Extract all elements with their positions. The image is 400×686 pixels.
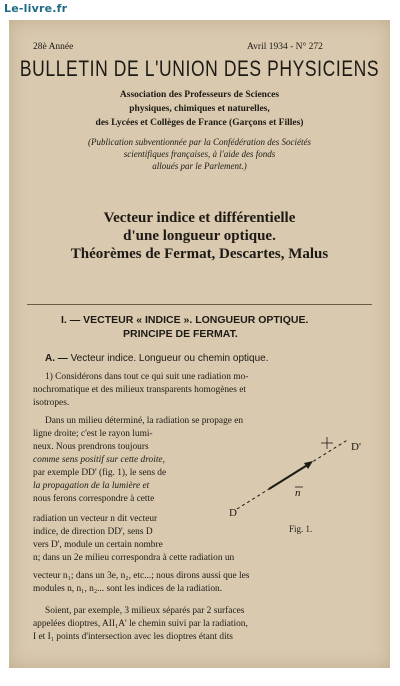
publication-note-line: (Publication subventionnée par la Confédération des Sociétés	[88, 137, 311, 147]
paragraph-line: nochromatique et des milieux transparents homogènes et	[33, 385, 246, 395]
paragraph-line: la propagation de la lumière et	[33, 481, 150, 491]
paragraph-line: comme sens positif sur cette droite,	[33, 455, 165, 465]
header-issue: Avril 1934 - N° 272	[247, 42, 323, 52]
paragraph-line: n; dans un 2e milieu correspondra à cette radiation un	[33, 553, 235, 563]
publication-note-line: alloués par le Parlement.)	[152, 161, 247, 171]
paragraph-line: neux. Nous prendrons toujours	[33, 442, 149, 452]
watermark-logo: Le-livre.fr	[4, 2, 68, 15]
figure-caption: Fig. 1.	[289, 524, 313, 534]
scanned-page	[9, 20, 390, 668]
index-vector	[269, 464, 309, 489]
subsection-prefix: A. —	[45, 353, 68, 364]
label-n: n	[295, 487, 301, 499]
paragraph-line: I et I₁ points d'intersection avec les dioptres étant dits	[33, 632, 233, 642]
paragraph-line: ligne droite; c'est le rayon lumi-	[33, 429, 153, 439]
journal-title: BULLETIN DE L'UNION DES PHYSICIENS	[19, 56, 380, 81]
article-title-line: Théorèmes de Fermat, Descartes, Malus	[70, 246, 329, 262]
header-year: 28è Année	[33, 42, 74, 52]
subsection-text: Vecteur indice. Longueur ou chemin optique.	[70, 353, 269, 364]
arrowhead-icon	[304, 461, 313, 469]
publication-note-line: scientifiques françaises, à l'aide des fonds	[123, 149, 276, 159]
divider	[27, 304, 372, 305]
paragraph-line: isotropes.	[33, 398, 70, 408]
paragraph-line: radiation un vecteur n dit vecteur	[33, 514, 158, 524]
paragraph-line: vecteur n₁; dans un 3e, n₂, etc...; nous dirons aussi que les	[33, 571, 250, 581]
label-d: D	[229, 507, 237, 519]
paragraph-line: Dans un milieu déterminé, la radiation se propage en	[45, 416, 244, 426]
figure-1	[217, 427, 377, 532]
subtitle-line: physiques, chimiques et naturelles,	[129, 104, 270, 114]
section-heading: PRINCIPE DE FERMAT.	[123, 328, 238, 340]
article-title-line: Vecteur indice et différentielle	[103, 210, 296, 226]
paragraph-line: Soient, par exemple, 3 milieux séparés par 2 surfaces	[45, 606, 245, 616]
paragraph-line: appelées dioptres, AII₁A' le chemin suivi par la radiation,	[33, 619, 248, 629]
paragraph-line: 1) Considérons dans tout ce qui suit une radiation mo-	[45, 372, 249, 382]
paragraph-line: indice, de direction DD', sens D	[33, 527, 153, 537]
label-d-prime: D'	[351, 441, 361, 453]
paragraph-line: vers D', module un certain nombre	[33, 540, 163, 550]
paragraph-line: nous ferons correspondre à cette	[33, 494, 155, 504]
paragraph-line: par exemple DD' (fig. 1), le sens de	[33, 468, 167, 478]
paragraph-line: modules n, n₁, n₂... sont les indices de la radiation.	[33, 584, 223, 594]
subtitle-line: Association des Professeurs de Sciences	[119, 90, 280, 100]
section-heading: I. — VECTEUR « INDICE ». LONGUEUR OPTIQUE.	[61, 314, 309, 326]
subtitle-line: des Lycées et Collèges de France (Garçons et Filles)	[95, 118, 304, 128]
subsection-heading	[45, 353, 268, 364]
article-title-line: d'une longueur optique.	[123, 228, 276, 244]
